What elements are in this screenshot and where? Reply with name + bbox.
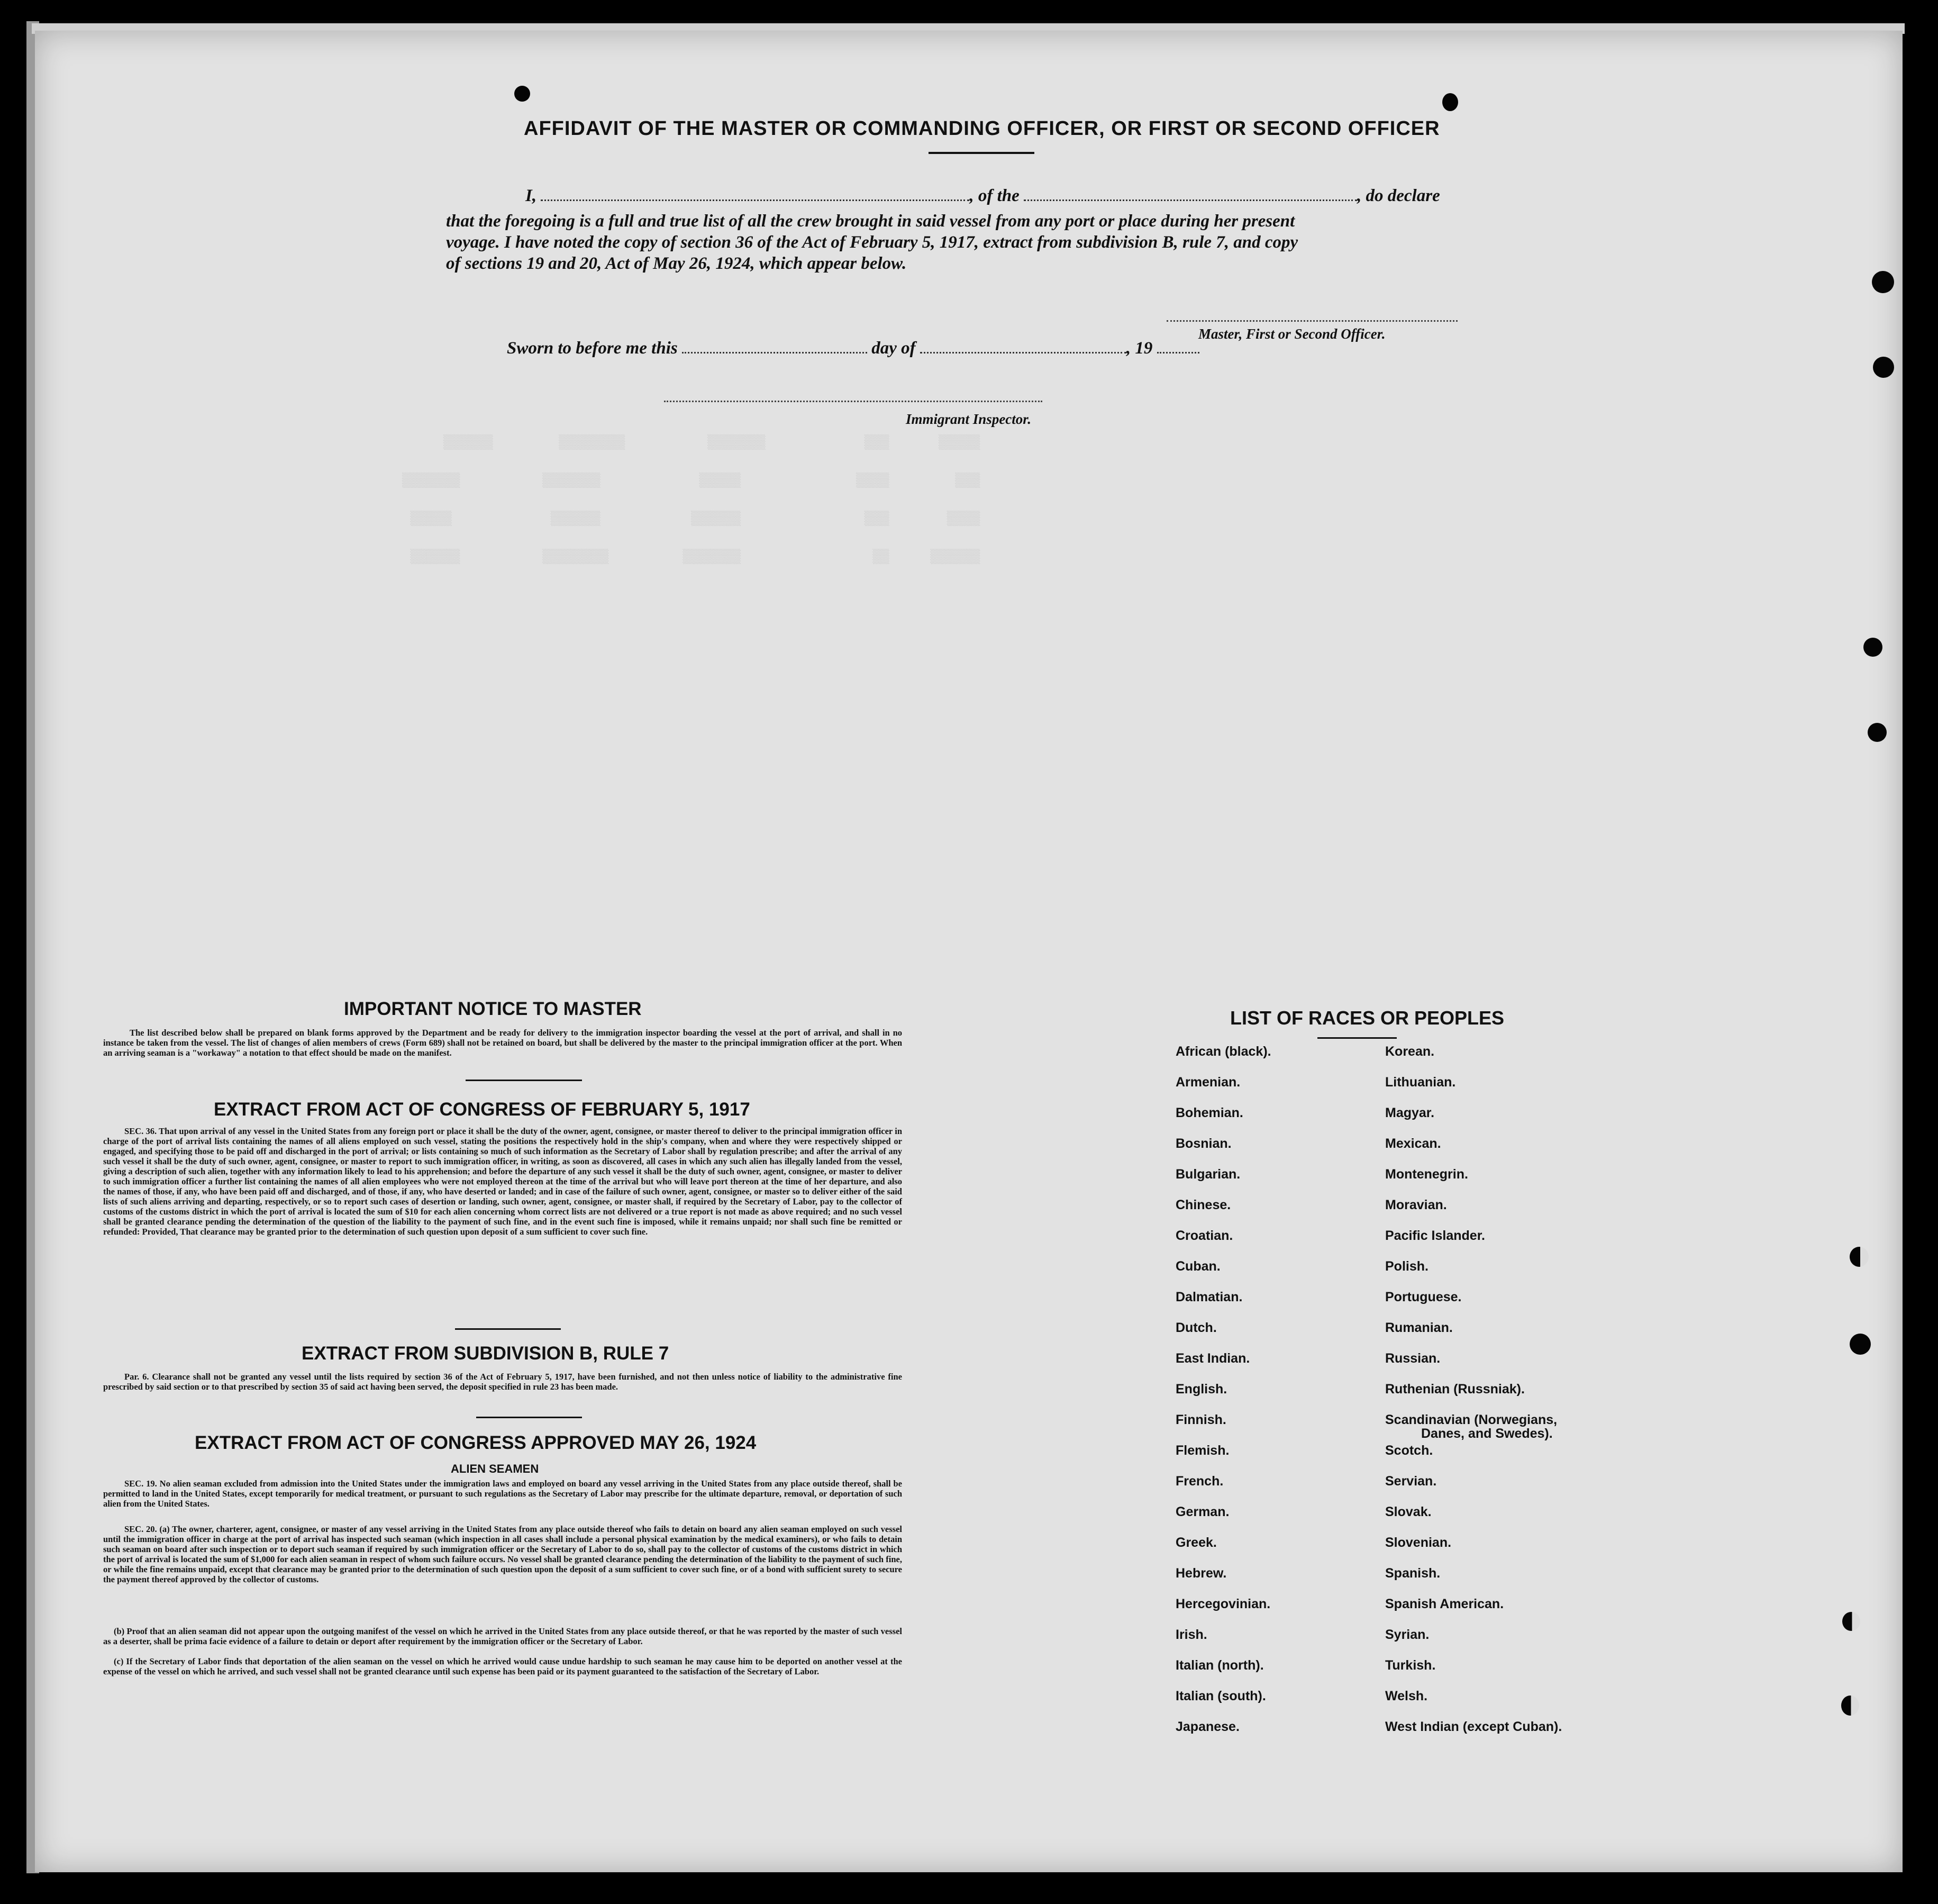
- name-field-line[interactable]: [541, 189, 969, 201]
- race-item: Italian (north).: [1176, 1658, 1264, 1673]
- extract-1917-title: EXTRACT FROM ACT OF CONGRESS OF FEBRUARY 5, 1917: [214, 1099, 750, 1120]
- notice-title: IMPORTANT NOTICE TO MASTER: [344, 999, 642, 1019]
- punch-hole: [1841, 1696, 1859, 1716]
- punch-hole: [1868, 723, 1887, 742]
- race-item: Slovenian.: [1385, 1535, 1452, 1550]
- extract-1924-subtitle: ALIEN SEAMEN: [451, 1462, 539, 1475]
- race-item: Lithuanian.: [1385, 1075, 1456, 1090]
- race-item: English.: [1176, 1382, 1227, 1397]
- race-item: Spanish.: [1385, 1566, 1441, 1581]
- races-right-column: [1385, 1045, 1562, 1751]
- title-rule: [929, 152, 1034, 154]
- race-item: Italian (south).: [1176, 1689, 1266, 1703]
- punch-hole: [514, 86, 530, 102]
- race-item: African (black).: [1176, 1044, 1271, 1059]
- affidavit-line-2: that the foregoing is a full and true list of all the crew brought in said vessel from any port or place during her present: [446, 212, 1295, 231]
- race-item: Syrian.: [1385, 1627, 1430, 1642]
- race-item: Slovak.: [1385, 1504, 1432, 1519]
- race-item: Finnish.: [1176, 1412, 1226, 1427]
- punch-hole: [1850, 1334, 1871, 1355]
- race-item: Dutch.: [1176, 1320, 1217, 1335]
- notice-divider: [466, 1080, 582, 1081]
- sworn-year-field[interactable]: [1157, 341, 1199, 353]
- affidavit-declare: , do declare: [1357, 186, 1440, 205]
- extract-1917-text: SEC. 36. That upon arrival of any vessel in the United States from any foreign port or place it shall be the duty of the owner, agent, consignee, or master thereof to deliver to the principal immigration officer in charge of the port of arrival lists containing the names of all aliens employed on such vessel, stating the positions the respectively hold in the ship's company, when and where they were respectively shipped or engaged, and specifying those to be paid off and discharged in the port of arrival; or lists containing so much of such information as the Secretary of Labor shall by regulation prescribe; and after the arrival of any such vessel it shall be the duty of such owner, agent, consignee, or master to report to such immigration officer, in writing, as soon as discovered, all cases in which any such alien has illegally landed from the vessel, giving a description of such alien, together with any information likely to lead to his apprehension; and before the departure of any such vessel it shall be the duty of such owner, agent, consignee, or master to deliver to such immigration officer a further list containing the names of all alien employees who were not employed thereon at the time of the arrival but who will leave port thereon at the time of her departure, and also the names of those, if any, who have been paid off and discharged, and of those, if any, who have deserted or landed; and in case of the failure of such owner, agent, consignee, or master so to deliver either of the said lists of such aliens arriving and departing, respectively, or so to report such cases of desertion or landing, such owner, agent, consignee, or master shall, if required by the Secretary of Labor, pay to the collector of customs of the customs district in which the port of arrival is located the sum of $10 for each alien concerning whom correct lists are not delivered or a true report is not made as above required; and no such vessel shall be granted clearance pending the determination of the question of the liability to the payment of such fine, and in the event such fine is imposed, while it remains unpaid; nor shall such fine be remitted or refunded: Provided, That clearance may be granted prior to the determination of such question upon deposit of a sum sufficient to cover such fine.: [103, 1126, 902, 1237]
- sworn-month-field[interactable]: [920, 341, 1126, 353]
- inspector-signature-line[interactable]: [664, 400, 1042, 402]
- races-title: LIST OF RACES OR PEOPLES: [1230, 1007, 1505, 1029]
- affidavit-title: AFFIDAVIT OF THE MASTER OR COMMANDING OFFICER, OR FIRST OR SECOND OFFICER: [524, 117, 1440, 140]
- race-item: Turkish.: [1385, 1658, 1436, 1673]
- notice-text: The list described below shall be prepared on blank forms approved by the Department and be ready for delivery to the immigration inspector boarding the vessel at the port of arrival, and shall in no instance be taken from the vessel. The list of changes of alien members of crews (Form 689) shall not be retained on board, but shall be delivered by the master to the principal immigration officer at the port. When an arriving seaman is a "workaway" a notation to that effect should be made on the manifest.: [103, 1028, 902, 1058]
- race-item: Hercegovinian.: [1176, 1597, 1271, 1611]
- race-item: Montenegrin.: [1385, 1167, 1468, 1182]
- race-item: Spanish American.: [1385, 1597, 1504, 1611]
- punch-hole: [1842, 1612, 1860, 1631]
- punch-hole: [1863, 638, 1882, 657]
- inspector-label: Immigrant Inspector.: [906, 411, 1032, 427]
- day-of-text: day of: [871, 339, 916, 358]
- sworn-day-field[interactable]: [682, 341, 867, 353]
- race-item: Pacific Islander.: [1385, 1228, 1485, 1243]
- extract-1924-sec20b: (b) Proof that an alien seaman did not appear upon the outgoing manifest of the vessel on which he arrived in the United States from any place outside thereof, or that he was reported by the master of such vessel as a deserter, shall be prima facie evidence of a failure to detain or deport after requirement by the immigration officer or the Secretary of Labor.: [103, 1626, 902, 1646]
- race-item: Welsh.: [1385, 1689, 1428, 1703]
- bleed-through-texture: ▒▒▒▒▒ ▒▒▒ ▒▒▒▒▒▒▒ ▒▒▒▒▒▒▒▒ ▒▒▒▒▒▒ ▒▒▒ ▒▒▒▒ ▒▒▒▒▒ ▒▒▒▒▒▒▒ ▒▒▒▒▒▒▒ ▒▒▒▒ ▒▒▒ ▒▒▒▒▒▒ ▒▒▒▒▒▒ ▒▒▒▒▒ ▒▒▒▒▒▒ ▒▒ ▒▒▒▒▒▒▒ ▒▒▒▒▒▒▒▒ ▒▒▒▒▒▒: [402, 434, 980, 565]
- race-item: Portuguese.: [1385, 1290, 1462, 1304]
- race-item: Flemish.: [1176, 1443, 1230, 1458]
- extract-1924-sec20a: SEC. 20. (a) The owner, charterer, agent, consignee, or master of any vessel arriving in the United States from any place outside thereof who fails to detain on board any alien seaman employed on such vessel until the immigration officer in charge at the port of arrival has inspected such seaman (which inspection in all cases shall include a personal physical examination by the medical examiners), or who fails to detain such seaman on board after such inspection or to deport such seaman if required by such immigration officer or the Secretary of Labor to do so, shall pay to the collector of customs of the customs district in which the port of arrival is located the sum of $1,000 for each alien seaman in respect of whom such failure occurs. No vessel shall be granted clearance pending the determination of the liability to the payment of such fine, or while the fine remains unpaid, except that clearance may be granted prior to the determination of such question upon the deposit of a sum sufficient to cover such fine, or of a bond with sufficient surety to secure the payment thereof approved by the collector of customs.: [103, 1524, 902, 1584]
- race-item: Russian.: [1385, 1351, 1441, 1366]
- race-item: Japanese.: [1176, 1719, 1240, 1734]
- race-item: Armenian.: [1176, 1075, 1241, 1090]
- extract-1924-sec19: SEC. 19. No alien seaman excluded from admission into the United States under the immigration laws and employed on board any vessel arriving in the United States from any place outside thereof, shall be permitted to land in the United States, except temporarily for medical treatment, or pursuant to such regulations as the Secretary of Labor may prescribe for the ultimate departure, removal, or deportation of such alien from the United States.: [103, 1479, 902, 1509]
- punch-hole: [1872, 271, 1894, 293]
- race-item: Polish.: [1385, 1259, 1429, 1274]
- race-item: West Indian (except Cuban).: [1385, 1719, 1562, 1734]
- race-item: Dalmatian.: [1176, 1290, 1243, 1304]
- extract-1924-sec20c: (c) If the Secretary of Labor finds that deportation of the alien seaman on the vessel on which he arrived would cause undue hardship to such seaman he may cause him to be deported on another vessel at the expense of the vessel on which he arrived, and such vessel shall not be granted clearance until such expense has been paid or its payment guaranteed to the satisfaction of the Secretary of Labor.: [103, 1656, 902, 1676]
- vessel-field-line[interactable]: [1024, 189, 1357, 201]
- race-item: Hebrew.: [1176, 1566, 1227, 1581]
- race-item: East Indian.: [1176, 1351, 1250, 1366]
- races-left-column: [1176, 1045, 1271, 1751]
- race-item: Chinese.: [1176, 1198, 1231, 1212]
- race-item: French.: [1176, 1474, 1224, 1489]
- race-scandinavian-line1: Scandinavian (Norwegians,: [1385, 1412, 1558, 1427]
- punch-hole: [1873, 357, 1894, 378]
- extract-rule7-divider: [476, 1417, 582, 1418]
- punch-hole: [1850, 1247, 1869, 1267]
- race-item: Rumanian.: [1385, 1320, 1453, 1335]
- race-item-scandinavian: [1385, 1413, 1562, 1444]
- race-item: Bohemian.: [1176, 1105, 1243, 1120]
- affidavit-i: I,: [525, 186, 537, 205]
- affidavit-line-1: [525, 186, 1440, 206]
- extract-rule7-text: Par. 6. Clearance shall not be granted any vessel until the lists required by section 36 of the Act of February 5, 1917, have been furnished, and not then unless notice of liability to the administrative fine prescribed by said section or to that prescribed by section 35 of said act having been served, the deposit specified in rule 23 has been made.: [103, 1372, 902, 1392]
- affidavit-line-4: of sections 19 and 20, Act of May 26, 1924, which appear below.: [446, 254, 907, 273]
- race-item: Bosnian.: [1176, 1136, 1232, 1151]
- extract-1917-divider: [455, 1328, 561, 1330]
- races-divider: [1317, 1037, 1397, 1039]
- year-text: , 19: [1126, 339, 1153, 358]
- race-item: Irish.: [1176, 1627, 1207, 1642]
- affidavit-line-3: voyage. I have noted the copy of section 36 of the Act of February 5, 1917, extract from subdivision B, rule 7, and copy: [446, 233, 1298, 252]
- race-item: Moravian.: [1385, 1198, 1447, 1212]
- race-item: Bulgarian.: [1176, 1167, 1241, 1182]
- master-signature-line[interactable]: [1167, 319, 1458, 322]
- race-item: Korean.: [1385, 1044, 1435, 1059]
- extract-rule7-title: EXTRACT FROM SUBDIVISION B, RULE 7: [302, 1343, 669, 1364]
- race-item: Scotch.: [1385, 1443, 1433, 1458]
- race-item: Cuban.: [1176, 1259, 1221, 1274]
- sworn-line: [507, 339, 1199, 358]
- race-item: German.: [1176, 1504, 1230, 1519]
- affidavit-of-the: , of the: [969, 186, 1020, 205]
- sworn-text: Sworn to before me this: [507, 339, 678, 358]
- race-item: Ruthenian (Russniak).: [1385, 1382, 1525, 1397]
- punch-hole: [1442, 93, 1458, 111]
- race-item: Greek.: [1176, 1535, 1217, 1550]
- master-label: Master, First or Second Officer.: [1198, 326, 1386, 342]
- document-page: [35, 31, 1903, 1872]
- race-item: Mexican.: [1385, 1136, 1441, 1151]
- race-item: Magyar.: [1385, 1105, 1435, 1120]
- race-item: Servian.: [1385, 1474, 1437, 1489]
- extract-1924-title: EXTRACT FROM ACT OF CONGRESS APPROVED MAY 26, 1924: [195, 1432, 757, 1453]
- race-item: Croatian.: [1176, 1228, 1233, 1243]
- race-scandinavian-line2: Danes, and Swedes).: [1421, 1426, 1553, 1441]
